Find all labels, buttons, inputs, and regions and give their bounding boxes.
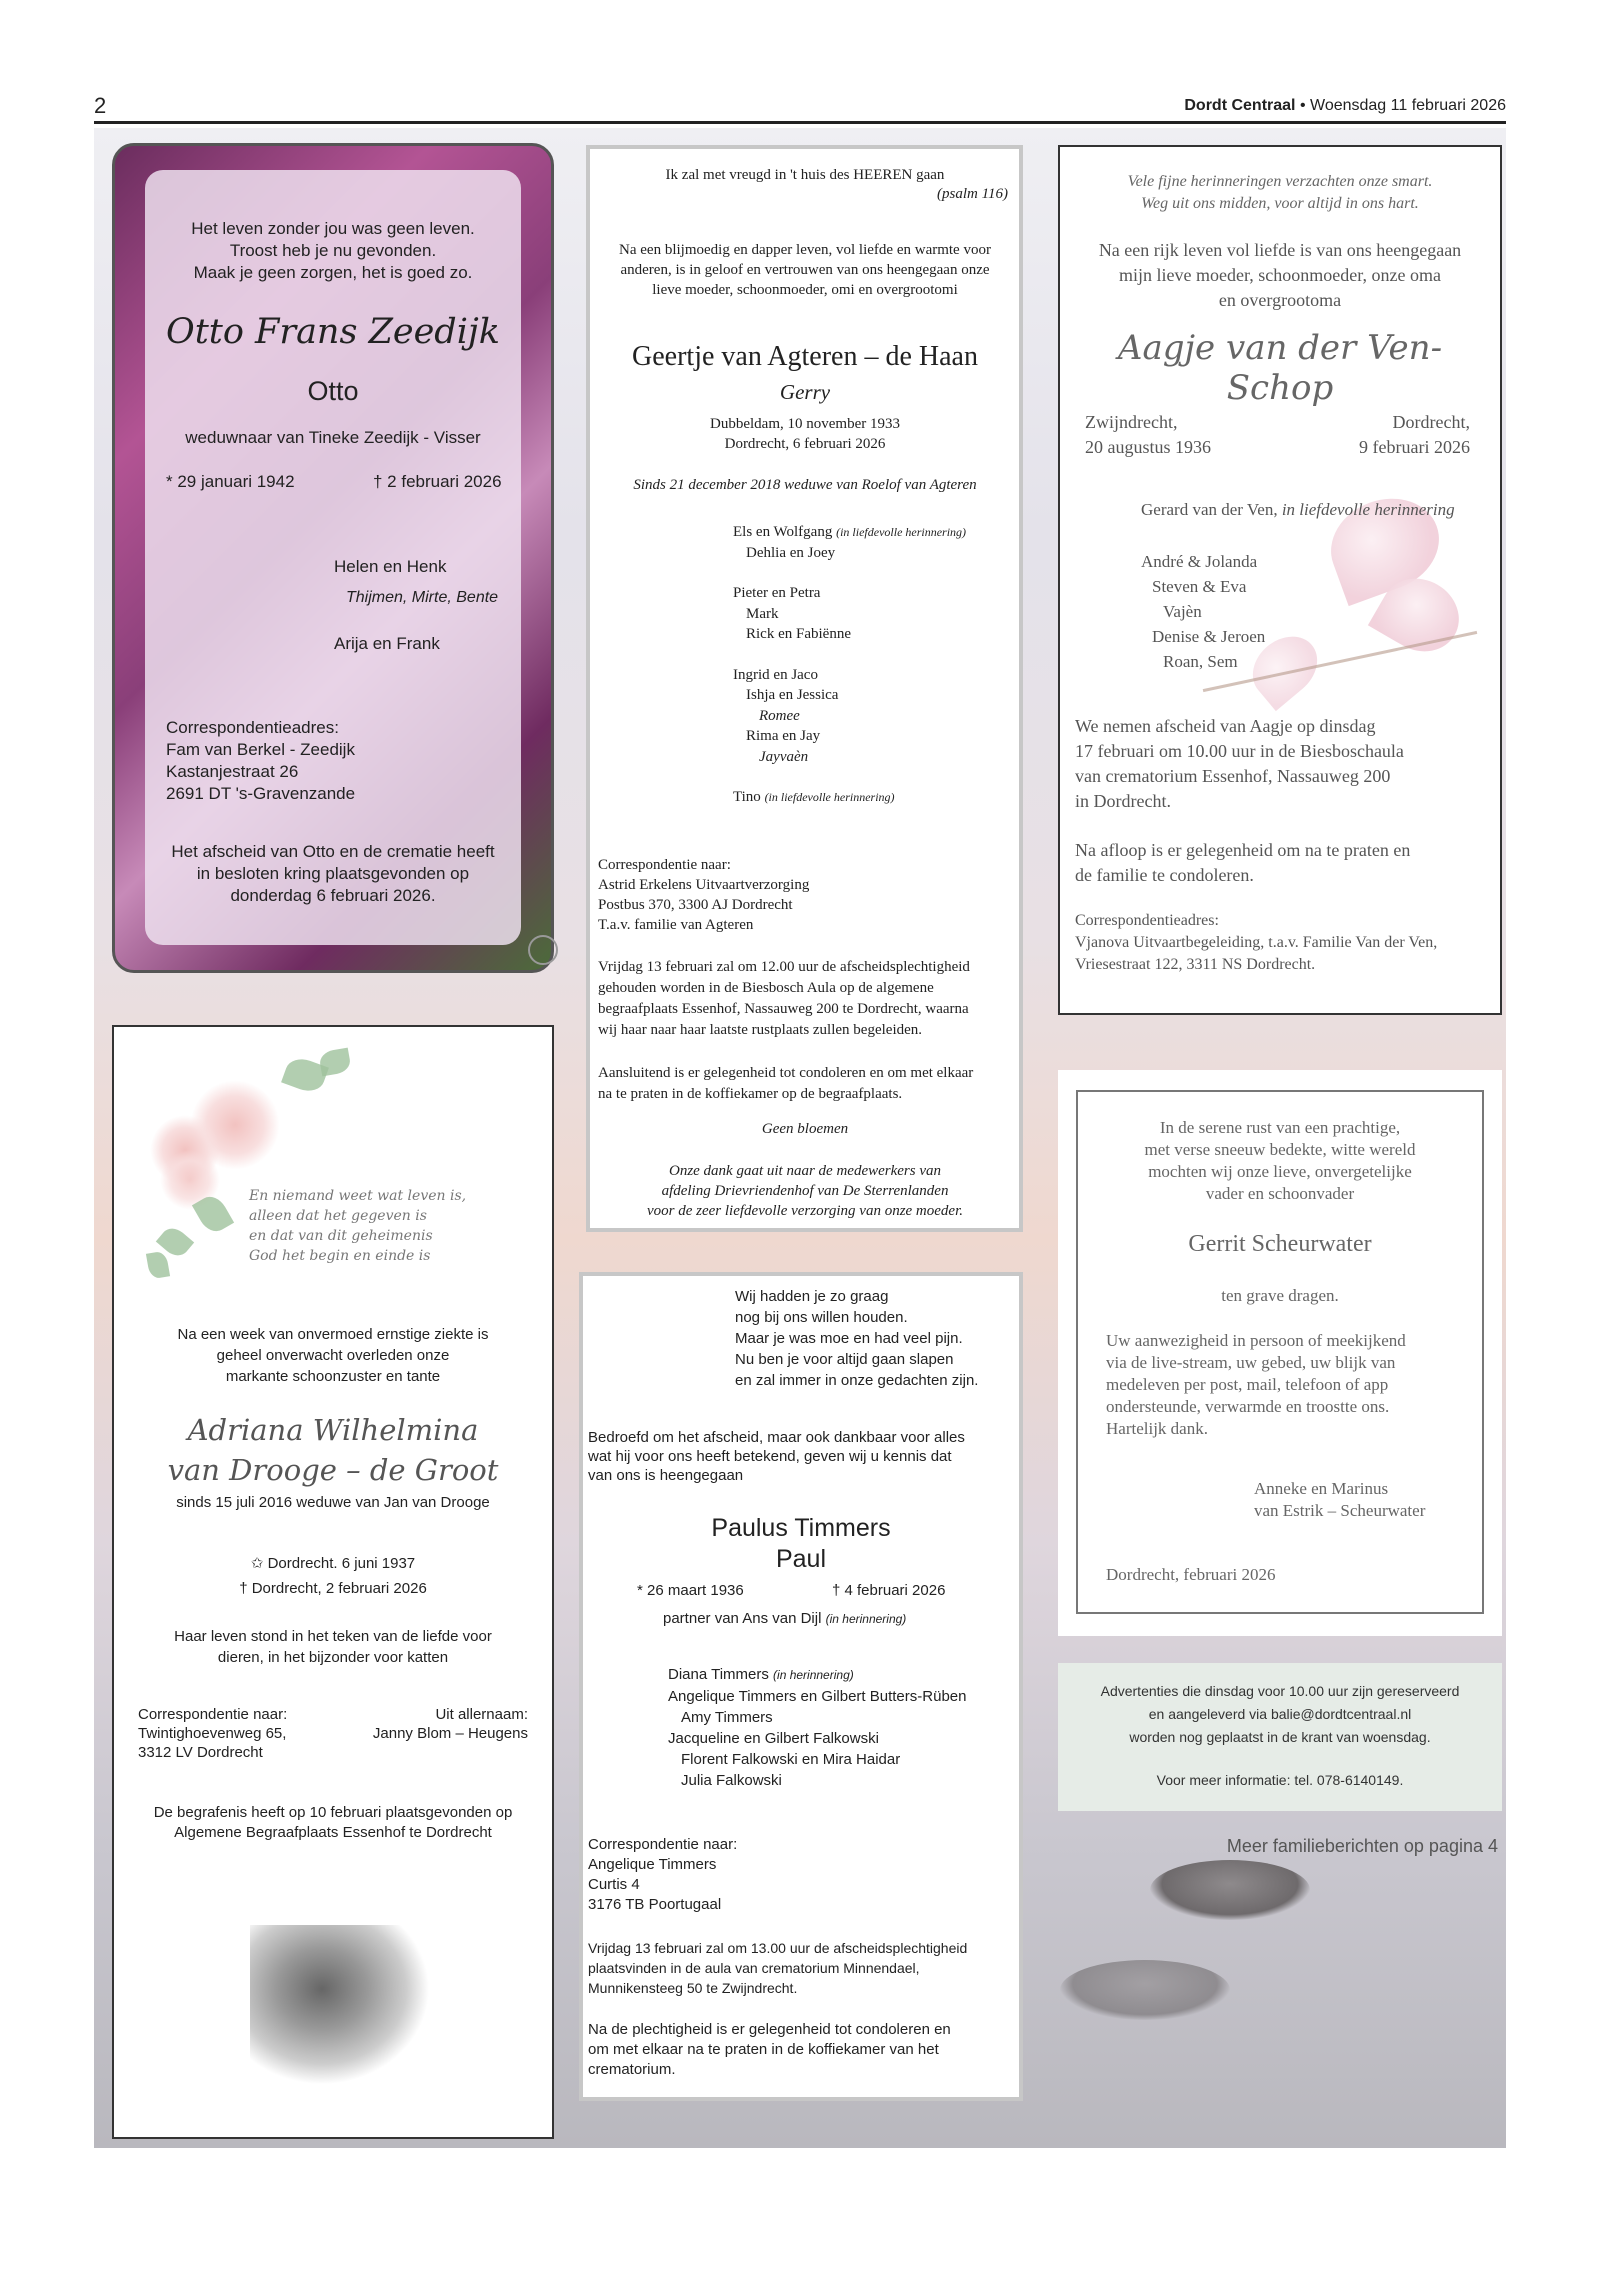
farewell-line: van crematorium Essenhof, Nassauweg 200 xyxy=(1075,766,1391,786)
geertje-born: Dubbeldam, 10 november 1933 xyxy=(710,416,900,432)
gerrit-place-date: Dordrecht, februari 2026 xyxy=(1106,1565,1276,1584)
aagje-after xyxy=(1075,838,1410,888)
burial-line: De begrafenis heeft op 10 februari plaatsgevonden op xyxy=(153,1804,513,1821)
aagje-died xyxy=(1359,410,1470,460)
thanks-line: medeleven per post, mail, telefoon of app xyxy=(1106,1375,1389,1394)
geertje-ceremony xyxy=(598,957,970,1041)
otto-family-line: Arija en Frank xyxy=(334,634,440,653)
aagje-address xyxy=(1075,910,1437,976)
family-line: Diana Timmers (in herinnering) xyxy=(668,1666,854,1683)
paulus-correspondence xyxy=(588,1835,737,1915)
burial-line: Algemene Begraafplaats Essenhof te Dordrecht xyxy=(174,1824,492,1841)
paulus-nickname: Paul xyxy=(775,1545,827,1573)
intro-line: wat hij voor ons heeft betekend, geven wij u kennis dat xyxy=(588,1448,952,1465)
aagje-born xyxy=(1085,410,1211,460)
ceremony-line: plaatsvinden in de aula van crematorium Minnendael, xyxy=(588,1960,920,1976)
after-line: crematorium. xyxy=(588,2061,676,2078)
family-line: Jayvaèn xyxy=(759,748,809,765)
life-line: Haar leven stond in het teken van de liefde voor xyxy=(174,1628,492,1645)
intro-line: Na een blijmoedig en dapper leven, vol liefde en warmte voor xyxy=(619,242,991,258)
poem-line: Troost heb je nu gevonden. xyxy=(229,241,437,260)
family-line: Rima en Jay xyxy=(746,728,821,744)
otto-widower: weduwnaar van Tineke Zeedijk - Visser xyxy=(185,428,481,447)
quote-line: Vele fijne herinneringen verzachten onze smart. xyxy=(1127,173,1433,190)
masthead: Dordt Centraal • Woensdag 11 februari 2026 xyxy=(1184,97,1506,114)
intro-line: markante schoonzuster en tante xyxy=(225,1368,441,1385)
thanks-line: ondersteunde, verwarmde en troostte ons. xyxy=(1106,1397,1390,1416)
geertje-died: Dordrecht, 6 februari 2026 xyxy=(724,436,886,452)
geertje-family xyxy=(733,522,966,808)
adriana-correspondence xyxy=(138,1705,287,1762)
geertje-no-flowers: Geen bloemen xyxy=(761,1121,849,1137)
born-place: Zwijndrecht, xyxy=(1085,412,1178,432)
stone-decoration xyxy=(1060,1960,1230,2020)
geertje-intro xyxy=(598,240,1012,300)
correspondence-line: Postbus 370, 3300 AJ Dordrecht xyxy=(598,897,793,913)
adriana-dates xyxy=(114,1551,552,1601)
correspondence-line: Curtis 4 xyxy=(588,1876,640,1893)
poem-line: nog bij ons willen houden. xyxy=(735,1309,908,1326)
family-line: Mark xyxy=(746,605,779,622)
paulus-died: † 4 februari 2026 xyxy=(832,1582,946,1599)
otto-family-line: Helen en Henk xyxy=(334,557,447,576)
signed-line: van Estrik – Scheurwater xyxy=(1254,1501,1426,1520)
family-line: Angelique Timmers en Gilbert Butters-Rüben xyxy=(668,1688,967,1705)
intro-line: Bedroefd om het afscheid, maar ook dankbaar voor alles xyxy=(588,1429,965,1446)
intro-line: mijn lieve moeder, schoonmoeder, onze oma xyxy=(1119,265,1441,285)
intro-line: en overgrootoma xyxy=(1218,290,1342,310)
thanks-line: voor de zeer liefdevolle verzorging van onze moeder. xyxy=(646,1203,964,1219)
family-line: Ishja en Jessica xyxy=(746,687,839,703)
stone-decoration xyxy=(1150,1860,1310,1920)
adriana-name xyxy=(114,1410,552,1490)
farewell-line: in Dordrecht. xyxy=(1075,791,1171,811)
aagje-farewell xyxy=(1075,714,1404,814)
address-line: Vriesestraat 122, 3311 NS Dordrecht. xyxy=(1075,956,1316,973)
paulus-intro xyxy=(588,1428,965,1485)
otto-born: * 29 januari 1942 xyxy=(166,472,295,491)
adriana-poem xyxy=(249,1186,466,1266)
family-line: Roan, Sem xyxy=(1163,652,1238,671)
family-line: Vajèn xyxy=(1163,602,1202,621)
paulus-poem xyxy=(735,1286,978,1391)
gerrit-burial: ten grave dragen. xyxy=(1221,1286,1339,1305)
poem-line: God het begin en einde is xyxy=(249,1248,431,1264)
condolence-line: na te praten in de koffiekamer op de begraafplaats. xyxy=(598,1086,903,1102)
name-line: Adriana Wilhelmina xyxy=(187,1413,479,1447)
ceremony-line: gehouden worden in de Biesbosch Aula op de algemene xyxy=(598,980,934,996)
name-line: van Drooge – de Groot xyxy=(167,1453,499,1487)
family-line: Rick en Fabiënne xyxy=(746,626,851,642)
address-line: Kastanjestraat 26 xyxy=(166,762,299,781)
poem-line: En niemand weet wat leven is, xyxy=(249,1188,467,1204)
info-contact: Voor meer informatie: tel. 078-6140149. xyxy=(1156,1772,1404,1788)
gerrit-signed xyxy=(1254,1478,1425,1522)
correspondence-line: Correspondentie naar: xyxy=(598,857,731,873)
condolence-line: Aansluitend is er gelegenheid tot condoleren en om met elkaar xyxy=(598,1065,974,1081)
more-notices-link[interactable]: Meer familieberichten op pagina 4 xyxy=(1226,1836,1498,1856)
issue-date: Woensdag 11 februari 2026 xyxy=(1310,97,1506,114)
info-line: worden nog geplaatst in de krant van woensdag. xyxy=(1129,1729,1431,1745)
died-date: 9 februari 2026 xyxy=(1359,437,1470,457)
aagje-intro xyxy=(1072,238,1488,313)
address-line: Correspondentieadres: xyxy=(1075,912,1219,929)
family-line: Denise & Jeroen xyxy=(1152,627,1266,646)
paulus-family xyxy=(668,1664,966,1791)
intro-line: met verse sneeuw bedekte, witte wereld xyxy=(1144,1140,1416,1159)
gerrit-intro xyxy=(1078,1117,1482,1205)
intro-line: Na een week van onvermoed ernstige ziekte is xyxy=(177,1326,489,1343)
otto-farewell xyxy=(145,841,521,907)
correspondence-line: Correspondentie naar: xyxy=(588,1836,738,1853)
gerrit-name: Gerrit Scheurwater xyxy=(1188,1231,1372,1257)
correspondence-line: T.a.v. familie van Agteren xyxy=(598,917,754,933)
paulus-full-name: Paulus Timmers xyxy=(711,1514,891,1542)
geertje-dates xyxy=(598,414,1012,454)
intro-line: vader en schoonvader xyxy=(1205,1184,1355,1203)
otto-family-line: Thijmen, Mirte, Bente xyxy=(346,589,499,606)
geertje-nickname: Gerry xyxy=(779,380,831,404)
family-line: Julia Falkowski xyxy=(681,1772,782,1789)
ceremony-line: Vrijdag 13 februari zal om 13.00 uur de afscheidsplechtigheid xyxy=(588,1940,968,1956)
otto-address xyxy=(166,717,355,805)
on-behalf-line: Janny Blom – Heugens xyxy=(372,1725,528,1742)
header-rule xyxy=(94,121,1506,124)
poem-line: Maak je geen zorgen, het is goed zo. xyxy=(193,263,473,282)
adriana-born: ✩ Dordrecht. 6 juni 1937 xyxy=(250,1555,416,1572)
intro-line: lieve moeder, schoonmoeder, omi en overgrootomi xyxy=(652,282,958,298)
info-text xyxy=(1058,1680,1502,1749)
otto-name: Otto Frans Zeedijk xyxy=(166,312,500,352)
after-line: om met elkaar na te praten in de koffiekamer van het xyxy=(588,2041,939,2058)
family-line: Florent Falkowski en Mira Haidar xyxy=(681,1751,901,1768)
family-line: Steven & Eva xyxy=(1152,577,1247,596)
quote-line: Weg uit ons midden, voor altijd in ons hart. xyxy=(1141,195,1419,212)
poem-line: Het leven zonder jou was geen leven. xyxy=(191,219,475,238)
geertje-quote xyxy=(600,166,1010,204)
intro-line: van ons is heengegaan xyxy=(588,1467,744,1484)
born-date: 20 augustus 1936 xyxy=(1085,437,1211,457)
correspondence-line: 3176 TB Poortugaal xyxy=(588,1896,722,1913)
ceremony-line: wij haar naar haar laatste rustplaats zullen begeleiden. xyxy=(598,1022,923,1038)
adriana-burial xyxy=(114,1803,552,1843)
died-place: Dordrecht, xyxy=(1392,412,1470,432)
correspondence-line: Twintighoevenweg 65, xyxy=(138,1725,287,1742)
adriana-life xyxy=(114,1626,552,1668)
thanks-line: Onze dank gaat uit naar de medewerkers van xyxy=(668,1163,942,1179)
thanks-line: via de live-stream, uw gebed, uw blijk van xyxy=(1106,1353,1396,1372)
otto-died: † 2 februari 2026 xyxy=(373,472,502,491)
family-line: Amy Timmers xyxy=(681,1709,773,1726)
thanks-line: afdeling Drievriendenhof van De Sterrenlanden xyxy=(661,1183,949,1199)
ceremony-line: Vrijdag 13 februari zal om 12.00 uur de afscheidsplechtigheid xyxy=(598,959,970,975)
geertje-thanks xyxy=(598,1161,1012,1221)
paper-name: Dordt Centraal xyxy=(1184,97,1296,114)
poem-line: en dat van dit geheimenis xyxy=(249,1228,433,1244)
otto-nickname: Otto xyxy=(307,376,359,406)
address-line: 2691 DT 's-Gravenzande xyxy=(166,784,356,803)
family-line: Tino (in liefdevolle herinnering) xyxy=(733,789,895,805)
life-line: dieren, in het bijzonder voor katten xyxy=(217,1649,449,1666)
ceremony-line: begraafplaats Essenhof, Nassauweg 200 te Dordrecht, waarna xyxy=(598,1001,969,1017)
correspondence-line: Correspondentie naar: xyxy=(138,1706,288,1723)
info-line: en aangeleverd via balie@dordtcentraal.nl xyxy=(1148,1706,1412,1722)
adriana-widow: sinds 15 juli 2016 weduwe van Jan van Drooge xyxy=(176,1494,490,1511)
info-line: Advertenties die dinsdag voor 10.00 uur zijn gereserveerd xyxy=(1100,1683,1460,1699)
after-line: Na de plechtigheid is er gelegenheid tot condoleren en xyxy=(588,2021,951,2038)
adriana-intro xyxy=(114,1324,552,1387)
farewell-line: donderdag 6 februari 2026. xyxy=(230,886,436,905)
family-line: Ingrid en Jaco xyxy=(733,666,818,683)
paulus-partner: partner van Ans van Dijl (in herinnering) xyxy=(663,1610,907,1627)
geertje-name: Geertje van Agteren – de Haan xyxy=(632,341,978,372)
after-line: Na afloop is er gelegenheid om na te praten en xyxy=(1075,840,1411,860)
correspondence-line: Astrid Erkelens Uitvaartverzorging xyxy=(598,877,810,893)
poem-line: Wij hadden je zo graag xyxy=(735,1288,889,1305)
signed-line: Anneke en Marinus xyxy=(1254,1479,1389,1498)
otto-text-panel xyxy=(145,170,521,945)
aagje-husband: Gerard van der Ven, in liefdevolle herinnering xyxy=(1141,500,1455,519)
address-line: Vjanova Uitvaartbegeleiding, t.a.v. Familie Van der Ven, xyxy=(1075,934,1438,951)
farewell-line: 17 februari om 10.00 uur in de Biesboschaula xyxy=(1075,741,1404,761)
aagje-name: Aagje van der Ven-Schop xyxy=(1117,328,1443,408)
correspondence-line: 3312 LV Dordrecht xyxy=(138,1744,263,1761)
otto-poem xyxy=(145,218,521,284)
ceremony-line: Munnikensteeg 50 te Zwijndrecht. xyxy=(588,1980,798,1996)
page-number: 2 xyxy=(94,93,107,118)
intro-line: mochten wij onze lieve, onvergetelijke xyxy=(1148,1162,1412,1181)
correspondence-line: Angelique Timmers xyxy=(588,1856,717,1873)
fingerprint-icon xyxy=(528,935,558,965)
family-line: Romee xyxy=(759,707,800,724)
paulus-born: * 26 maart 1936 xyxy=(637,1582,744,1599)
family-line: Dehlia en Joey xyxy=(746,544,836,561)
intro-line: geheel onverwacht overleden onze xyxy=(216,1347,450,1364)
poem-line: alleen dat het gegeven is xyxy=(249,1208,427,1224)
gerrit-thanks xyxy=(1106,1330,1406,1440)
geertje-condolence xyxy=(598,1063,973,1105)
poem-line: Nu ben je voor altijd gaan slapen xyxy=(735,1351,954,1368)
aagje-quote xyxy=(1072,171,1488,215)
aagje-family xyxy=(1141,549,1265,674)
paulus-ceremony xyxy=(588,1938,967,1998)
adriana-on-behalf xyxy=(373,1705,528,1743)
poem-line: Maar je was moe en had veel pijn. xyxy=(735,1330,963,1347)
address-line: Correspondentieadres: xyxy=(166,718,339,737)
geertje-widow: Sinds 21 december 2018 weduwe van Roelof van Agteren xyxy=(633,477,977,493)
poem-line: en zal immer in onze gedachten zijn. xyxy=(735,1372,979,1389)
thanks-line: Uw aanwezigheid in persoon of meekijkend xyxy=(1106,1331,1406,1350)
farewell-line: We nemen afscheid van Aagje op dinsdag xyxy=(1075,716,1376,736)
kittens-illustration xyxy=(250,1925,430,2085)
family-line: André & Jolanda xyxy=(1141,552,1258,571)
intro-line: In de serene rust van een prachtige, xyxy=(1159,1118,1401,1137)
address-line: Fam van Berkel - Zeedijk xyxy=(166,740,355,759)
family-line: Els en Wolfgang (in liefdevolle herinnering) xyxy=(733,524,967,540)
after-line: de familie te condoleren. xyxy=(1075,865,1254,885)
paulus-after xyxy=(588,2020,951,2080)
intro-line: anderen, is in geloof en vertrouwen van ons heengegaan onze xyxy=(620,262,990,278)
geertje-correspondence xyxy=(598,855,809,935)
quote-line: Ik zal met vreugd in 't huis des HEEREN gaan xyxy=(665,167,945,183)
family-line: Pieter en Petra xyxy=(733,585,821,601)
intro-line: Na een rijk leven vol liefde is van ons heengegaan xyxy=(1098,240,1462,260)
thanks-line: Hartelijk dank. xyxy=(1106,1419,1208,1438)
on-behalf-line: Uit allernaam: xyxy=(435,1706,528,1723)
adriana-died: † Dordrecht, 2 februari 2026 xyxy=(239,1580,427,1597)
farewell-line: in besloten kring plaatsgevonden op xyxy=(196,864,470,883)
quote-reference: (psalm 116) xyxy=(937,186,1008,202)
family-line: Jacqueline en Gilbert Falkowski xyxy=(668,1730,879,1747)
farewell-line: Het afscheid van Otto en de crematie heeft xyxy=(171,842,495,861)
paulus-name xyxy=(583,1513,1019,1575)
